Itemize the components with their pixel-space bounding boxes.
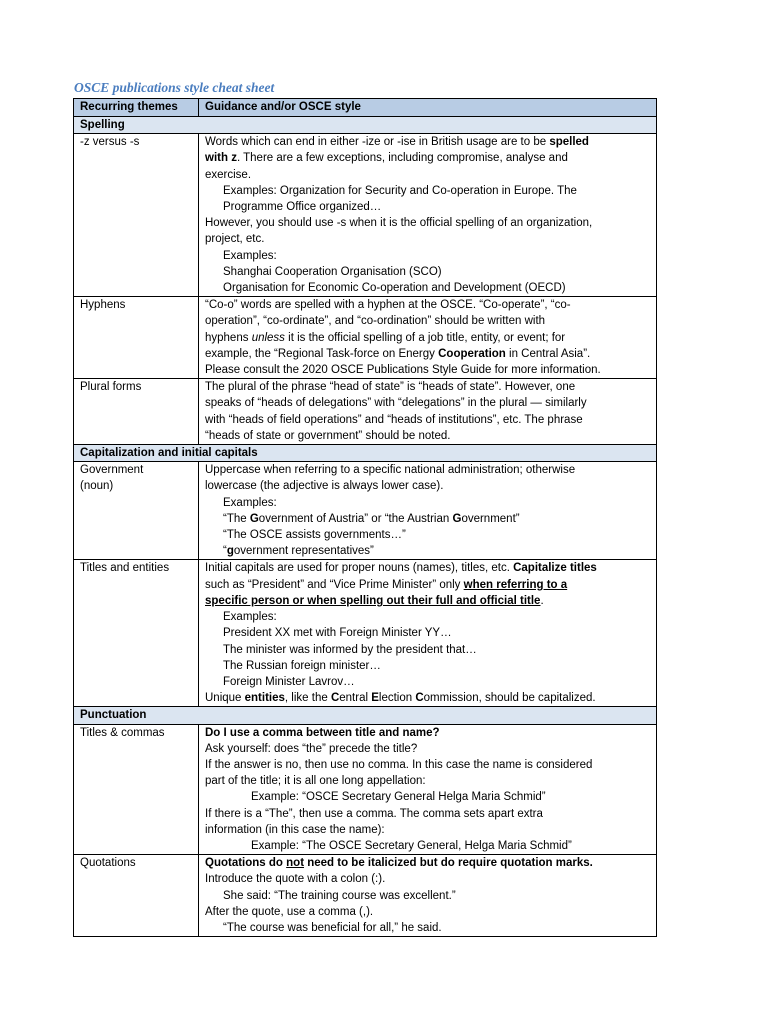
guidance-titles-and-entities: Initial capitals are used for proper nouns (names), titles, etc. Capitalize titles such as “President” and “Vice Prime Minister” only when referring to a specific person or when spelling out their full and official title. Examples: President XX met with Foreign Minister YY… The minister was informed by the president that… The Russian foreign minister… Foreign Minister Lavrov… Unique entities, like the Central Election Commission, should be capitalized. [199, 560, 657, 707]
section-title-capitalization: Capitalization and initial capitals [74, 445, 657, 462]
theme-titles-and-commas: Titles & commas [74, 724, 199, 855]
section-title-punctuation: Punctuation [74, 707, 657, 724]
section-row-capitalization [74, 445, 657, 462]
guidance-titles-and-commas: Do I use a comma between title and name? Ask yourself: does “the” precede the title? If the answer is no, then use no comma. In this case the name is considered part of the title; it is all one long appellation: Example: “OSCE Secretary General Helga Maria Schmid” If there is a “The”, then use a comma. The comma sets apart extra information (in this case the name): Example: “The OSCE Secretary General, Helga Maria Schmid” [199, 724, 657, 855]
table-row [74, 855, 657, 937]
guidance-hyphens: “Co-o” words are spelled with a hyphen at the OSCE. “Co-operate”, “co- operation”, “co-ordinate”, and “co-ordination” should be written with hyphens unless it is the official spelling of a job title, entity, or event; for example, the “Regional Task-force on Energy Cooperation in Central Asia”. Please consult the 2020 OSCE Publications Style Guide for more information. [199, 297, 657, 379]
section-row-punctuation [74, 707, 657, 724]
guidance-z-versus-s: Words which can end in either -ize or -ise in British usage are to be spelled with z. There are a few exceptions, including compromise, analyse and exercise. Examples: Organization for Security and Co-operation in Europe. The Programme Office organized… However, you should use -s when it is the official spelling of an organization, project, etc. Examples: Shanghai Cooperation Organisation (SCO) Organisation for Economic Co-operation and Development (OECD) [199, 134, 657, 297]
table-row [74, 134, 657, 297]
theme-hyphens: Hyphens [74, 297, 199, 379]
style-guide-table [73, 98, 657, 937]
theme-government: Government (noun) [74, 462, 199, 560]
header-recurring-themes: Recurring themes [74, 99, 199, 117]
guidance-plural-forms: The plural of the phrase “head of state” is “heads of state”. However, one speaks of “heads of delegations” with “delegations” in the plural — similarly with “heads of field operations” and “heads of institutions”, etc. The phrase “heads of state or government” should be noted. [199, 379, 657, 445]
document-title: OSCE publications style cheat sheet [74, 80, 275, 95]
table-header-row [74, 99, 657, 117]
section-row-spelling [74, 117, 657, 134]
guidance-quotations: Quotations do not need to be italicized but do require quotation marks. Introduce the quote with a colon (:). She said: “The training course was excellent.” After the quote, use a comma (,). “The course was beneficial for all,” he said. [199, 855, 657, 937]
table-row [74, 560, 657, 707]
header-guidance: Guidance and/or OSCE style [199, 99, 657, 117]
table-row [74, 379, 657, 445]
guidance-government: Uppercase when referring to a specific national administration; otherwise lowercase (the adjective is always lower case). Examples: “The Government of Austria” or “the Austrian Government” “The OSCE assists governments…” “government representatives” [199, 462, 657, 560]
table-row [74, 297, 657, 379]
table-row [74, 462, 657, 560]
theme-plural-forms: Plural forms [74, 379, 199, 445]
theme-z-versus-s: -z versus -s [74, 134, 199, 297]
theme-titles-and-entities: Titles and entities [74, 560, 199, 707]
section-title-spelling: Spelling [74, 117, 657, 134]
theme-quotations: Quotations [74, 855, 199, 937]
table-row [74, 724, 657, 855]
